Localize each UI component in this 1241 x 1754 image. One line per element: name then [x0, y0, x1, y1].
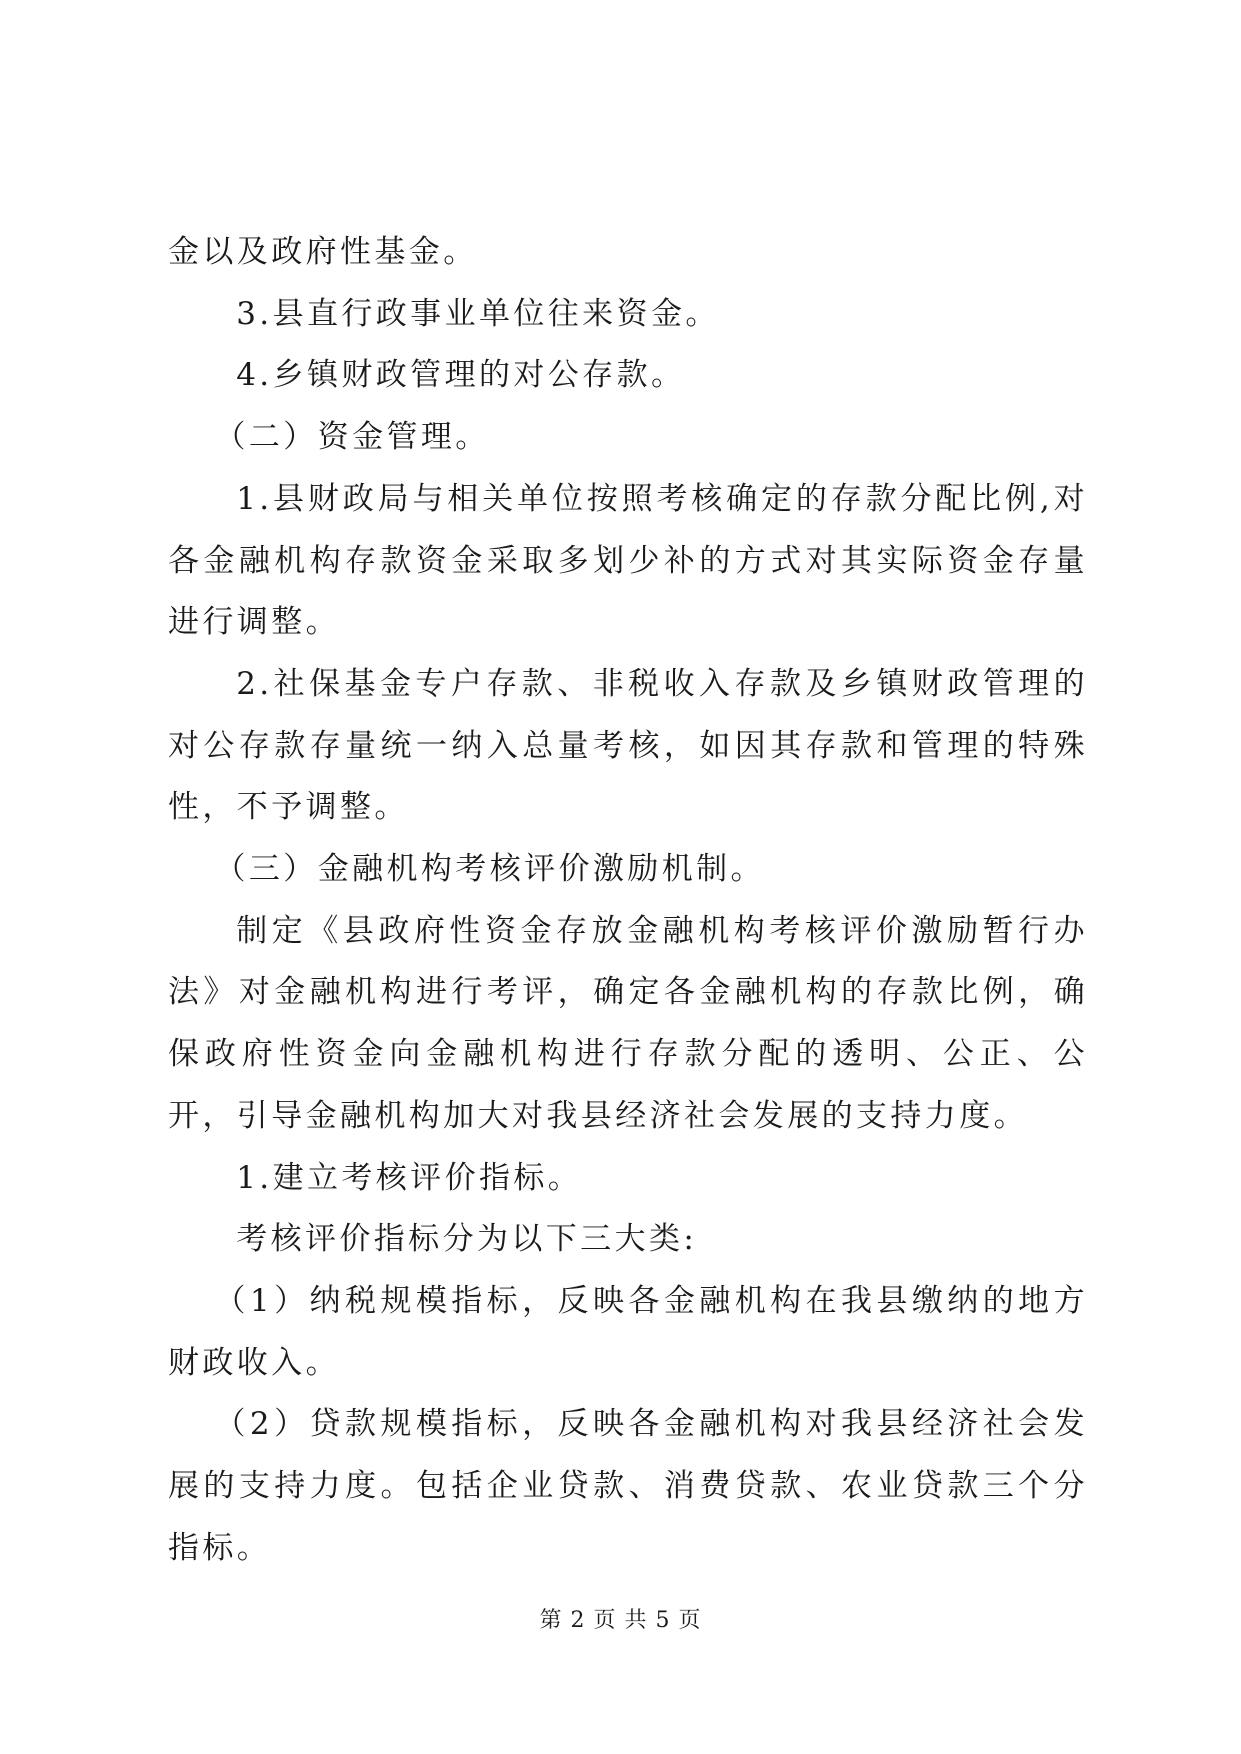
paragraph: 2.社保基金专户存款、非税收入存款及乡镇财政管理的对公存款存量统一纳入总量考核，如因其存款和管理的特殊性，不予调整。	[168, 665, 1088, 826]
paragraph: 考核评价指标分为以下三大类:	[236, 1221, 698, 1258]
paragraph: 1.建立考核评价指标。	[236, 1159, 583, 1196]
page-number-label: 第 2 页 共 5 页	[539, 1608, 702, 1633]
section-heading: （二）资金管理。	[214, 419, 490, 456]
page-footer	[0, 1603, 1241, 1634]
paragraph: 制定《县政府性资金存放金融机构考核评价激励暂行办法》对金融机构进行考评，确定各金融机构的存款比例，确保政府性资金向金融机构进行存款分配的透明、公正、公开，引导金融机构加大对我县经济社会发展的支持力度。	[168, 912, 1088, 1134]
list-item: （2）贷款规模指标，反映各金融机构对我县经济社会发展的支持力度。包括企业贷款、消费贷款、农业贷款三个分指标。	[168, 1406, 1088, 1566]
paragraph: 4.乡镇财政管理的对公存款。	[236, 357, 686, 394]
list-item: （1）纳税规模指标，反映各金融机构在我县缴纳的地方财政收入。	[168, 1282, 1088, 1381]
paragraph: 3.县直行政事业单位往来资金。	[236, 295, 720, 332]
section-heading: （三）金融机构考核评价激励机制。	[214, 851, 765, 888]
paragraph: 1.县财政局与相关单位按照考核确定的存款分配比例,对各金融机构存款资金采取多划少补的方式对其实际资金存量进行调整。	[168, 480, 1088, 641]
paragraph: 金以及政府性基金。	[168, 234, 478, 270]
document-body	[168, 222, 1088, 1579]
